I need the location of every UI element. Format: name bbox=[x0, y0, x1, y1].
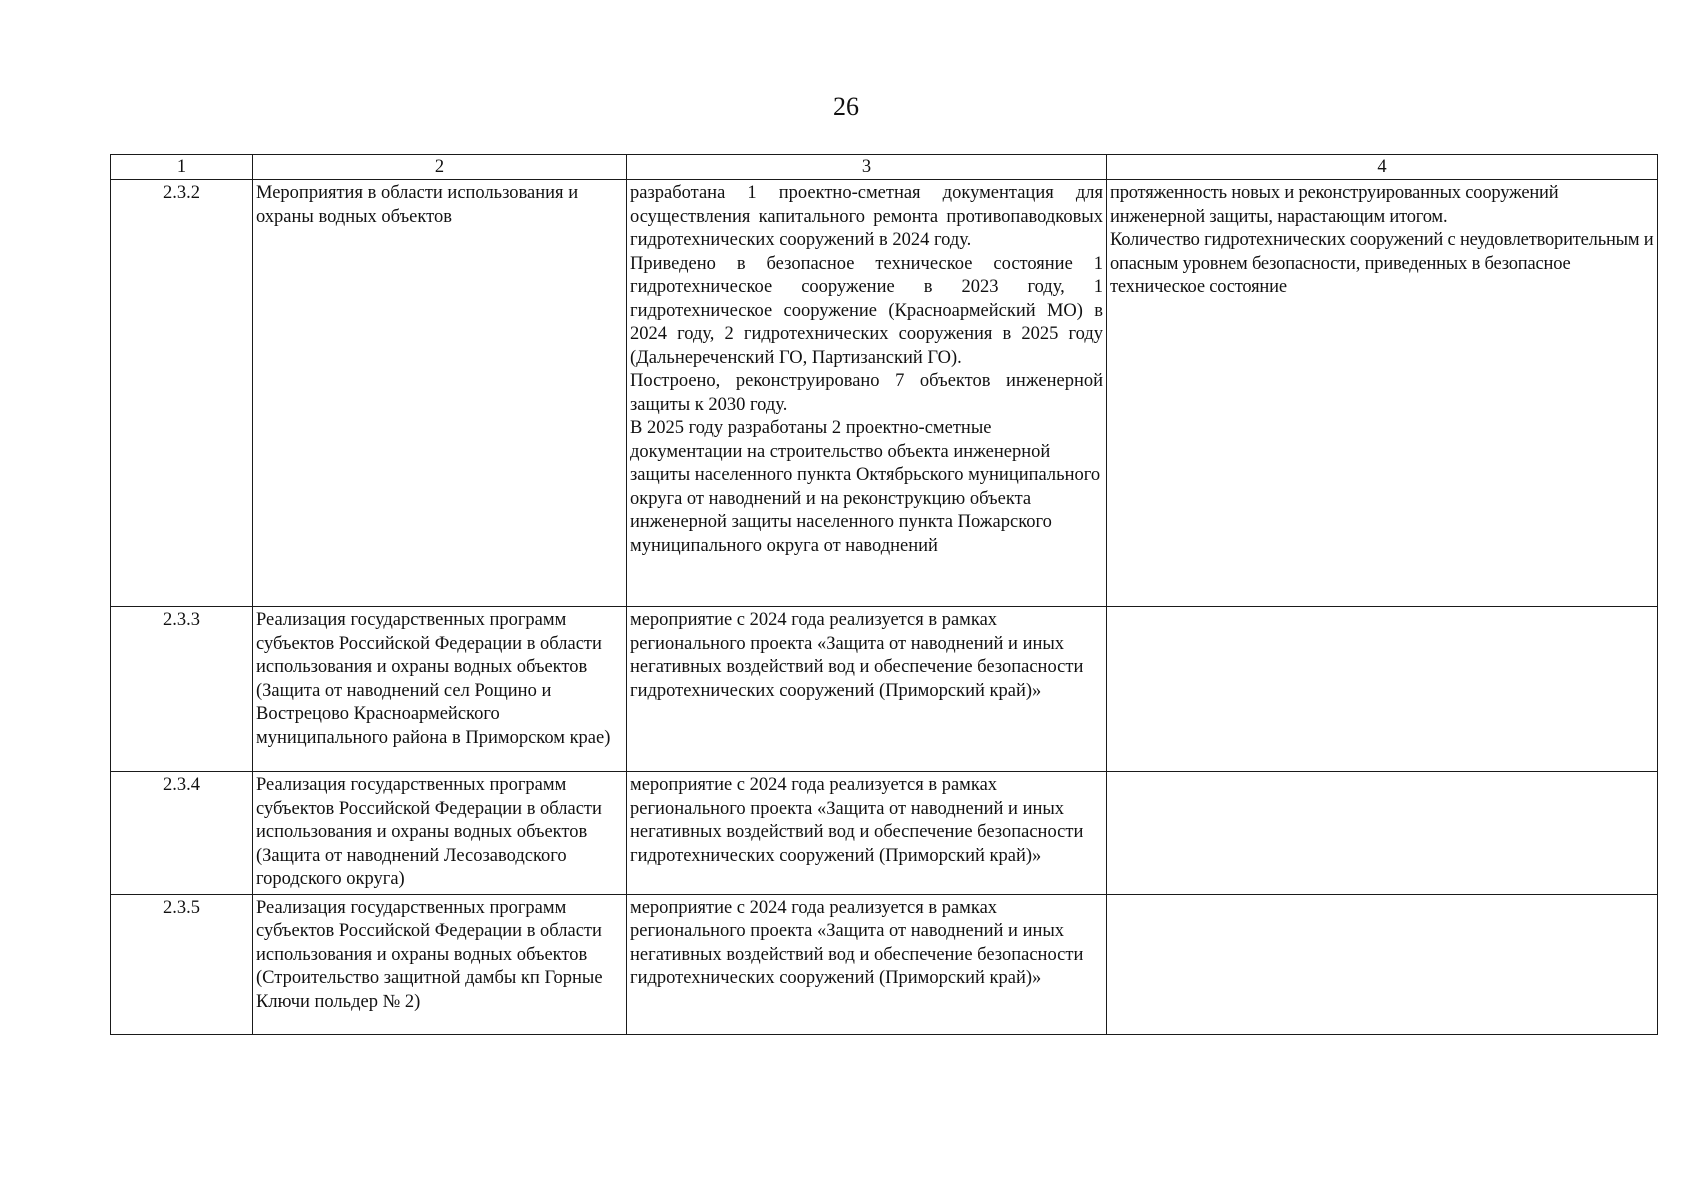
measure-indicator bbox=[1107, 180, 1658, 607]
indicator-paragraph: протяженность новых и реконструированных сооружений инженерной защиты, нарастающим итогом. bbox=[1110, 183, 1559, 227]
result-paragraph: разработана 1 проектно-сметная документация для осуществления капитального ремонта противопаводковых гидротехнических сооружений в 2024 году. bbox=[630, 183, 1103, 250]
measure-result: мероприятие с 2024 года реализуется в рамках регионального проекта «Защита от наводнений и иных негативных воздействий вод и обеспечение безопасности гидротехнических сооружений (Приморский край)» bbox=[627, 894, 1107, 1034]
table-row bbox=[111, 180, 1658, 607]
table-row bbox=[111, 772, 1658, 895]
row-number: 2.3.2 bbox=[111, 180, 253, 607]
result-paragraph: Построено, реконструировано 7 объектов инженерной защиты к 2030 году. bbox=[630, 371, 1103, 415]
column-header-3: 3 bbox=[627, 155, 1107, 180]
measure-result: мероприятие с 2024 года реализуется в рамках регионального проекта «Защита от наводнений и иных негативных воздействий вод и обеспечение безопасности гидротехнических сооружений (Приморский край)» bbox=[627, 607, 1107, 772]
measure-indicator bbox=[1107, 772, 1658, 895]
table-row bbox=[111, 894, 1658, 1034]
measure-indicator bbox=[1107, 894, 1658, 1034]
table-header-row bbox=[111, 155, 1658, 180]
result-paragraph: В 2025 году разработаны 2 проектно-сметные документации на строительство объекта инженерной защиты населенного пункта Октябрьского муниципального округа от наводнений и на реконструкцию объекта инженерной защиты населенного пункта Пожарского муниципального округа от наводнений bbox=[630, 418, 1101, 556]
page-number: 26 bbox=[833, 92, 859, 121]
measure-result bbox=[627, 180, 1107, 607]
measure-name: Реализация государственных программ субъектов Российской Федерации в области использования и охраны водных объектов (Защита от наводнений Лесозаводского городского округа) bbox=[253, 772, 627, 895]
column-header-4: 4 bbox=[1107, 155, 1658, 180]
measures-table bbox=[110, 154, 1658, 1035]
table-row bbox=[111, 607, 1658, 772]
indicator-paragraph: Количество гидротехнических сооружений с неудовлетворительным и опасным уровнем безопасности, приведенных в безопасное техническое состояние bbox=[1110, 230, 1654, 297]
measure-name: Мероприятия в области использования и охраны водных объектов bbox=[253, 180, 627, 607]
measure-result: мероприятие с 2024 года реализуется в рамках регионального проекта «Защита от наводнений и иных негативных воздействий вод и обеспечение безопасности гидротехнических сооружений (Приморский край)» bbox=[627, 772, 1107, 895]
row-number: 2.3.5 bbox=[111, 894, 253, 1034]
column-header-1: 1 bbox=[111, 155, 253, 180]
row-number: 2.3.4 bbox=[111, 772, 253, 895]
measure-name: Реализация государственных программ субъектов Российской Федерации в области использования и охраны водных объектов (Строительство защитной дамбы кп Горные Ключи польдер № 2) bbox=[253, 894, 627, 1034]
measure-name: Реализация государственных программ субъектов Российской Федерации в области использования и охраны водных объектов (Защита от наводнений сел Рощино и Вострецово Красноармейского муниципального района в Приморском крае) bbox=[253, 607, 627, 772]
measure-indicator bbox=[1107, 607, 1658, 772]
row-number: 2.3.3 bbox=[111, 607, 253, 772]
result-paragraph: Приведено в безопасное техническое состояние 1 гидротехническое сооружение в 2023 году, 1 гидротехническое сооружение (Красноармейский МО) в 2024 году, 2 гидротехнических сооружения в 2025 году (Дальнереченский ГО, Партизанский ГО). bbox=[630, 253, 1103, 368]
column-header-2: 2 bbox=[253, 155, 627, 180]
